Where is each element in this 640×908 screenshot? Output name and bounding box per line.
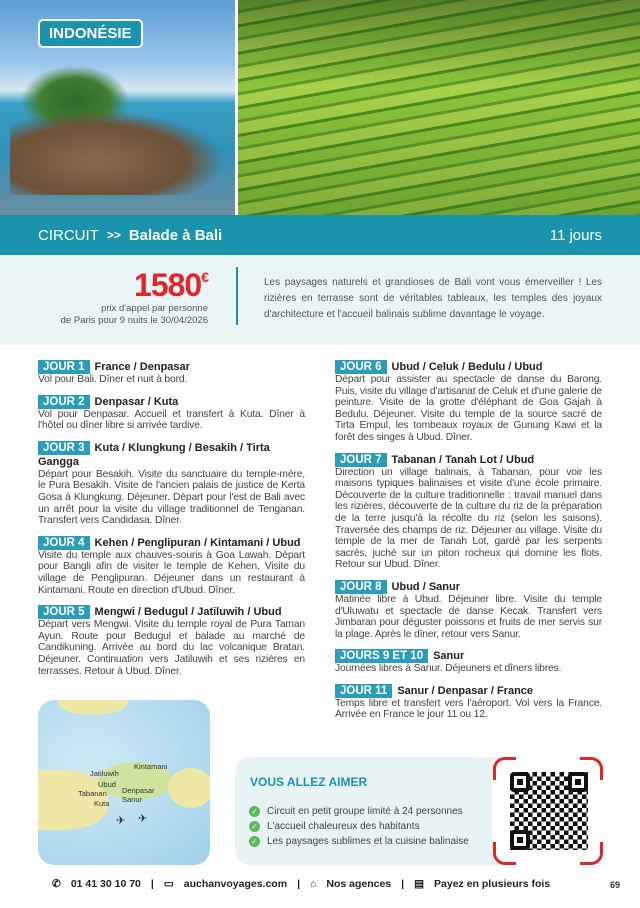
- day-title: Tabanan / Tanah Lot / Ubud: [391, 453, 535, 466]
- highlight-item: ✓ L'accueil chaleureux des habitants: [249, 819, 469, 834]
- plane-icon: ✈: [116, 815, 126, 827]
- price-note: prix d'appel par personne de Paris pour 9 nuits le 30/04/2026: [60, 303, 208, 326]
- rice-terrace-photo: [238, 0, 640, 215]
- day-description: Vol pour Denpasar. Accueil et transfert à Kuta. Dîner à l'hôtel ou dîner libre si arrivée tardive.: [38, 408, 305, 432]
- day-item: [38, 536, 305, 596]
- highlight-item: ✓ Circuit en petit groupe limité à 24 personnes: [249, 804, 469, 819]
- day-tag: JOUR 6: [335, 360, 387, 374]
- day-header: [38, 395, 305, 409]
- day-item: [335, 649, 602, 675]
- day-tag: JOUR 7: [335, 453, 387, 467]
- highlights-box: [235, 757, 535, 865]
- map-label: Ubud: [98, 780, 116, 789]
- day-tag: JOUR 4: [38, 536, 90, 550]
- day-description: Matinée libre à Ubud. Déjeuner libre. Visite du temple d'Uluwatu et spectacle de danse Kecak. Transfert vers Jimbaran pour déguster poissons et fruits de mer servis sur la plage. Après le dîner, retour vers Sanur.: [335, 593, 602, 640]
- day-title: Denpasar / Kuta: [94, 395, 179, 408]
- day-tag: JOURS 9 ET 10: [335, 649, 428, 663]
- day-header: [335, 360, 602, 374]
- agencies-link[interactable]: Nos agences: [326, 878, 392, 890]
- map-label: Jatiluwih: [90, 769, 119, 778]
- separator: >>: [106, 228, 121, 242]
- intro-text: Les paysages naturels et grandioses de Bali vont vous émerveiller ! Les rizières en terrasse sont de véritables tableaux, les temples des joyaux d'architecture et l'accueil balinais sublime davantage le voyage.: [264, 277, 602, 320]
- day-item: [335, 580, 602, 640]
- card-icon: ▤: [414, 878, 425, 890]
- phone[interactable]: 01 41 30 10 70: [70, 878, 141, 890]
- day-item: [335, 360, 602, 444]
- itinerary-right: [335, 360, 602, 730]
- day-title: Kuta / Klungkung / Besakih / Tirta Gangga: [38, 441, 270, 468]
- day-header: [38, 536, 305, 550]
- day-title: Ubud / Celuk / Bedulu / Ubud: [391, 361, 543, 373]
- payment-link[interactable]: Payez en plusieurs fois: [434, 878, 551, 890]
- day-header: [335, 580, 602, 594]
- day-description: Départ pour Besakih. Visite du sanctuaire du temple-mère, le Pura Besakih. Visite de l'ancien palais de justice de Kerta Gosa à Klungkung. Déjeuner. Départ pour l'est de Bali avec un arrêt pour la visite du village traditionnel de Tenganan. Transfert vers Candidasa. Dîner.: [38, 468, 305, 527]
- itinerary-left: [38, 360, 305, 686]
- home-icon: ⌂: [310, 878, 317, 890]
- circuit-type: CIRCUIT: [38, 226, 99, 244]
- day-title: Sanur / Denpasar / France: [397, 684, 534, 697]
- day-header: [38, 441, 305, 469]
- day-tag: JOUR 8: [335, 580, 387, 594]
- day-tag: JOUR 1: [38, 360, 90, 374]
- day-header: [335, 684, 602, 698]
- day-header: [335, 649, 602, 663]
- circuit-duration: 11 jours: [549, 226, 602, 244]
- day-item: [335, 453, 602, 571]
- day-title: Sanur: [433, 650, 465, 663]
- highlights-title: VOUS ALLEZ AIMER: [250, 775, 368, 789]
- day-description: Départ pour assister au spectacle de danse du Barong. Puis, visite du village d'artisanat de Celuk et d'une galerie de peinture. Visite de la grotte d'éléphant de Goa Gajah à Bedulu. Déjeuner. Visite du temple de la source sacré de Tirta Empul, les tombeaux royaux de Gunung Kawi et la forêt des singes à Ubud. Dîner.: [335, 374, 602, 443]
- check-icon: ✓: [249, 806, 260, 817]
- map-label: Kintamani: [134, 762, 168, 771]
- price: 1580€: [134, 267, 208, 303]
- page-number: 69: [609, 880, 620, 890]
- day-description: Journées libres à Sanur. Déjeuners et dîners libres.: [335, 663, 562, 675]
- day-item: [335, 684, 602, 721]
- day-description: Temps libre et transfert vers l'aéroport. Vol vers la France. Arrivée en France le jour 11 ou 12.: [335, 697, 602, 721]
- monitor-icon: ▭: [163, 878, 174, 890]
- map-label: Kuta: [94, 799, 110, 808]
- map-label: Tabanan: [78, 789, 107, 798]
- day-header: [335, 453, 602, 467]
- day-tag: JOUR 11: [335, 684, 392, 698]
- day-tag: JOUR 5: [38, 605, 90, 619]
- check-icon: ✓: [249, 836, 260, 847]
- plane-icon: ✈: [138, 813, 148, 825]
- phone-icon: ✆: [52, 878, 61, 890]
- day-item: [38, 605, 305, 677]
- day-title: Kehen / Penglipuran / Kintamani / Ubud: [94, 536, 301, 549]
- intro-section: [0, 255, 640, 345]
- circuit-name: Balade à Bali: [128, 226, 223, 244]
- map-label: Sanur: [122, 795, 143, 804]
- day-description: Visite du temple aux chauves-souris à Goa Lawah. Départ pour Bangli afin de visiter le temple de Kehen. Visite du village de Penglipuran. Déjeuner dans un restaurant à Kintamani. Route en direction d'Ubud. Dîner.: [38, 549, 305, 596]
- day-item: [38, 395, 305, 432]
- check-icon: ✓: [249, 821, 260, 832]
- country-badge: INDONÉSIE: [38, 19, 143, 48]
- qr-code[interactable]: [493, 757, 603, 865]
- day-title: Mengwi / Bedugul / Jatiluwih / Ubud: [94, 606, 282, 619]
- day-description: Départ vers Mengwi. Visite du temple royal de Pura Taman Ayun. Route pour Bedugul et balade au marché de Candikuning. Arrivée au bord du lac volcanique Bratan. Déjeuner. Continuation vers Jatiluwih et ses rizières en terrasses. Retour à Ubud. Dîner.: [38, 619, 305, 677]
- day-tag: JOUR 3: [38, 441, 90, 455]
- day-item: [38, 360, 305, 386]
- day-title: Ubud / Sanur: [391, 580, 460, 593]
- day-title: France / Denpasar: [94, 361, 190, 373]
- day-description: Vol pour Bali. Dîner et nuit à bord.: [38, 374, 188, 385]
- circuit-banner: [0, 215, 640, 255]
- footer: ✆ 01 41 30 10 70 | ▭ auchanvoyages.com | ⌂ Nos agences | ▤ Payez en plusieurs fois: [52, 878, 551, 890]
- day-item: [38, 441, 305, 527]
- website-link[interactable]: auchanvoyages.com: [183, 878, 288, 890]
- day-tag: JOUR 2: [38, 395, 90, 409]
- bali-map: [38, 700, 210, 865]
- highlight-item: ✓ Les paysages sublimes et la cuisine balinaise: [249, 834, 469, 849]
- day-header: [38, 360, 305, 374]
- day-description: Direction un village balinais, à Tabanan, pour voir les maisons typiques balinaises et visite d'une école primaire. Découverte de la culture traditionnelle : travail manuel dans les rizières, découverte de la culture du riz de la préparation de la terre jusqu'à la récolte du riz (selon les saisons). Traversée des champs de riz. Déjeuner au village. Visite du temple de la mer de Tanah Lot, gardé par les serpents sacrés, juché sur un piton rocheux qui domine les flots. Retour sur Ubud. Dîner.: [335, 466, 602, 571]
- day-header: [38, 605, 305, 619]
- divider: [236, 267, 238, 325]
- map-label: Denpasar: [122, 786, 155, 795]
